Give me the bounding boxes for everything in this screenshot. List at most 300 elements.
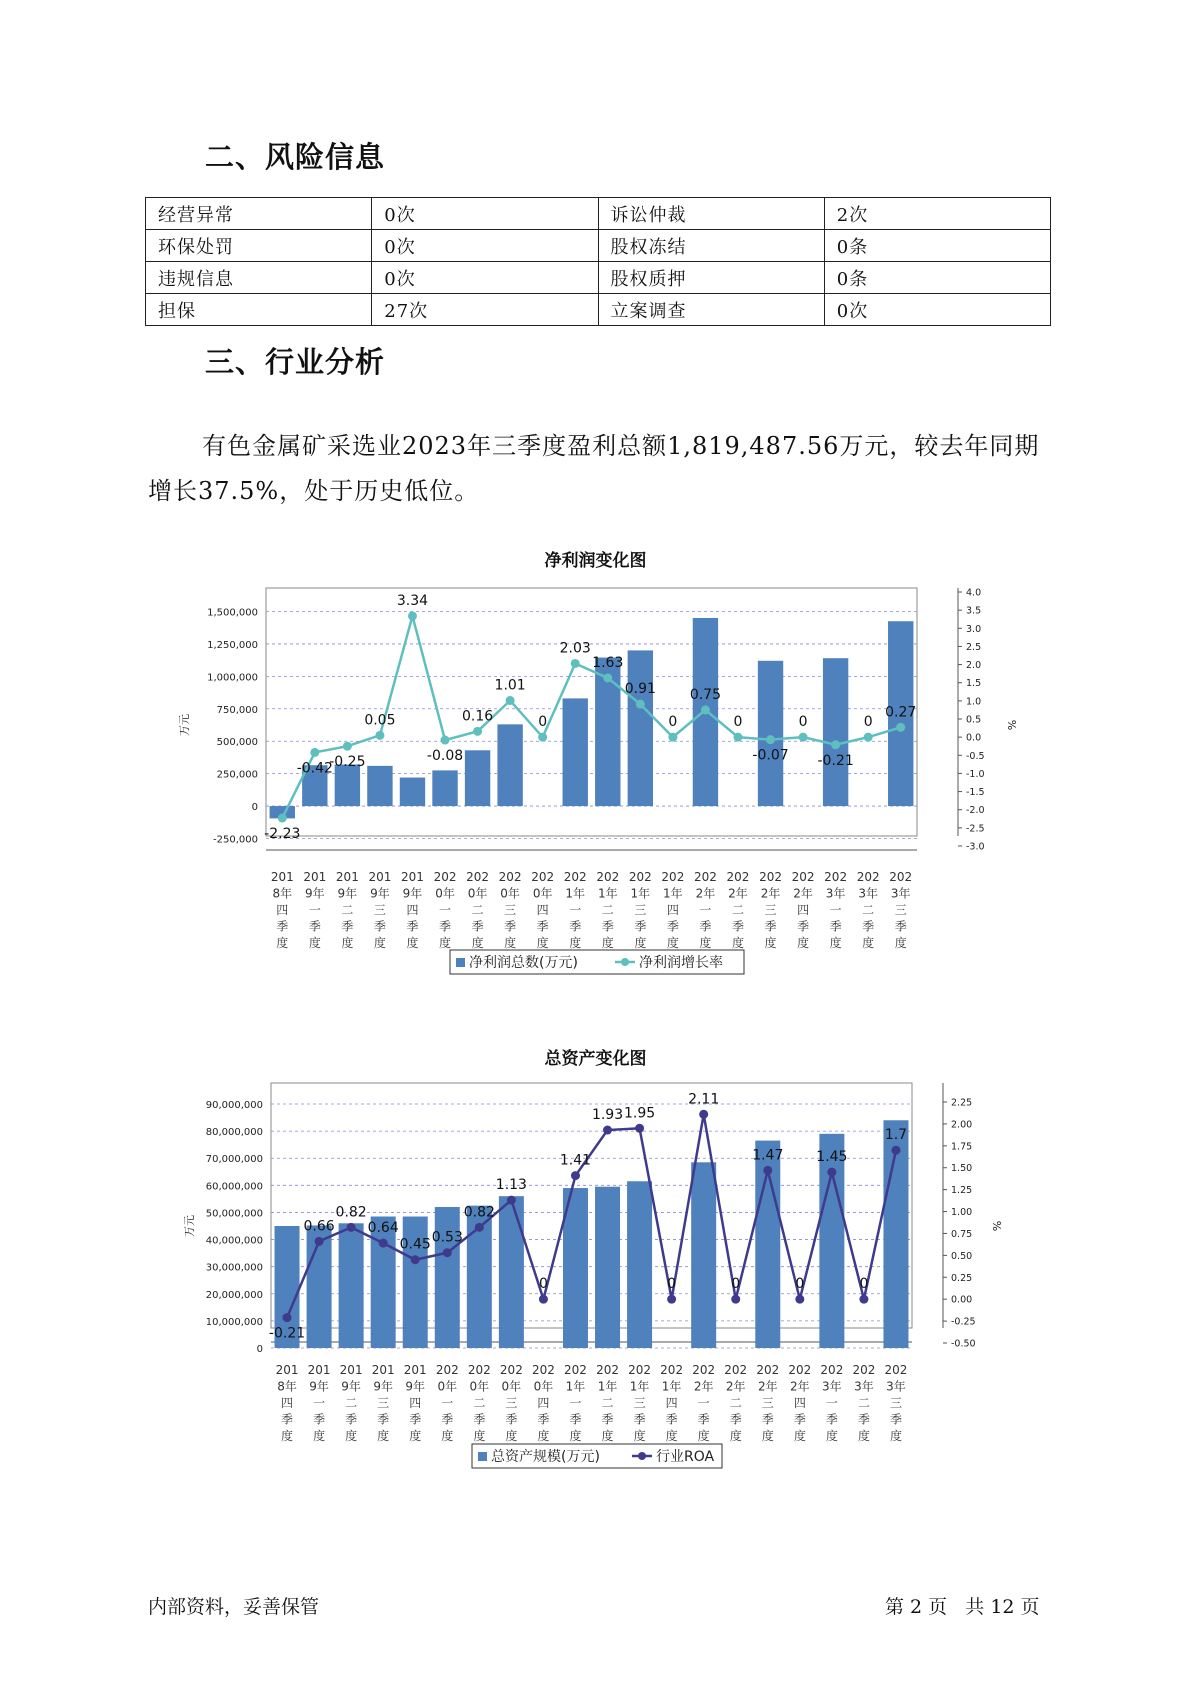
x-tick-label: 一 bbox=[697, 1396, 710, 1410]
section-title-risk: 二、风险信息 bbox=[205, 140, 386, 174]
x-tick-label: 度 bbox=[313, 1429, 326, 1443]
line-point bbox=[827, 1168, 836, 1177]
bar bbox=[627, 1181, 652, 1348]
x-tick-label: 度 bbox=[281, 1429, 294, 1443]
data-label: 3.34 bbox=[396, 592, 429, 609]
x-tick-label: 度 bbox=[504, 936, 517, 950]
data-label: -0.21 bbox=[817, 752, 854, 769]
x-tick-label: 度 bbox=[793, 1429, 806, 1443]
y-tick-label: 0 bbox=[256, 1344, 263, 1355]
chart-title-total-assets: 总资产变化图 bbox=[544, 1049, 647, 1069]
data-label: 1.63 bbox=[592, 654, 624, 671]
x-tick-label: 季 bbox=[889, 1412, 902, 1427]
x-tick-label: 201 bbox=[307, 1363, 331, 1377]
x-tick-label: 201 bbox=[303, 870, 327, 884]
risk-row bbox=[146, 262, 1051, 294]
x-tick-label: 度 bbox=[601, 936, 614, 950]
x-tick-label: 9年 bbox=[309, 1379, 329, 1394]
x-tick-label: 202 bbox=[596, 1363, 619, 1377]
x-tick-label: 一 bbox=[439, 903, 452, 917]
x-tick-label: 季 bbox=[601, 919, 614, 934]
risk-value: 0次 bbox=[372, 198, 598, 230]
x-tick-label: 度 bbox=[276, 936, 289, 950]
y2-tick-label: 3.5 bbox=[966, 605, 982, 617]
line-point bbox=[408, 611, 417, 620]
x-tick-label: 二 bbox=[601, 1396, 614, 1410]
y-tick-label: 750,000 bbox=[216, 704, 258, 716]
x-tick-label: 度 bbox=[729, 1429, 742, 1443]
x-tick-label: 季 bbox=[793, 1412, 806, 1427]
y-tick-label: 30,000,000 bbox=[205, 1262, 263, 1274]
industry-paragraph bbox=[148, 424, 1053, 514]
x-tick-label: 3年 bbox=[886, 1379, 906, 1394]
data-label: -0.07 bbox=[752, 747, 789, 764]
x-tick-label: 季 bbox=[409, 1412, 422, 1427]
bar bbox=[499, 1196, 524, 1348]
bar bbox=[758, 661, 783, 806]
data-label: -2.23 bbox=[264, 826, 301, 843]
x-tick-label: 季 bbox=[894, 919, 907, 934]
data-label: 0 bbox=[863, 714, 873, 731]
y-tick-label: 0 bbox=[251, 802, 258, 814]
legend bbox=[472, 1444, 722, 1468]
x-tick-label: 季 bbox=[829, 919, 842, 934]
x-tick-label: 度 bbox=[829, 936, 842, 950]
y2-tick-label: 0.0 bbox=[966, 732, 982, 744]
x-tick-label: 季 bbox=[308, 919, 321, 934]
line-point bbox=[315, 1237, 324, 1246]
line-point bbox=[443, 1248, 452, 1257]
x-tick-label: 度 bbox=[665, 1429, 678, 1443]
x-tick-label: 2年 bbox=[790, 1379, 810, 1394]
x-tick-label: 季 bbox=[537, 1412, 550, 1427]
legend-line-label: 净利润增长率 bbox=[639, 955, 723, 971]
x-tick-label: 3年 bbox=[858, 886, 878, 901]
legend-line-point bbox=[621, 958, 629, 966]
x-tick-label: 季 bbox=[699, 919, 712, 934]
x-tick-label: 202 bbox=[498, 870, 522, 884]
x-tick-label: 2年 bbox=[725, 1379, 746, 1394]
data-label: 0.05 bbox=[364, 712, 396, 729]
x-tick-label: 一 bbox=[569, 903, 582, 917]
x-tick-label: 度 bbox=[697, 1429, 710, 1443]
x-tick-label: 度 bbox=[666, 936, 679, 950]
x-tick-label: 四 bbox=[666, 903, 679, 917]
x-tick-label: 季 bbox=[536, 919, 549, 934]
data-label: -0.25 bbox=[329, 754, 366, 771]
x-tick-label: 202 bbox=[466, 870, 490, 884]
y2-tick-label: -1.0 bbox=[966, 768, 985, 780]
x-tick-label: 度 bbox=[857, 1429, 870, 1443]
x-tick-label: 三 bbox=[761, 1396, 774, 1410]
x-tick-label: 度 bbox=[409, 1429, 422, 1443]
total-assets-chart bbox=[0, 1070, 1191, 1510]
risk-value: 0次 bbox=[824, 294, 1050, 326]
data-label: 1.7 bbox=[884, 1127, 908, 1144]
data-label: 1.95 bbox=[623, 1105, 656, 1122]
data-label: 0.27 bbox=[885, 704, 917, 721]
risk-value: 0条 bbox=[824, 230, 1050, 262]
x-tick-label: 9年 bbox=[370, 886, 390, 901]
legend-bar-swatch bbox=[478, 1452, 487, 1461]
x-tick-label: 201 bbox=[368, 870, 392, 884]
y2-tick-label: 1.25 bbox=[951, 1185, 973, 1197]
x-tick-label: 二 bbox=[471, 903, 484, 917]
legend-bar-label: 净利润总数(万元) bbox=[469, 955, 578, 971]
y2-tick-label: 1.5 bbox=[966, 678, 982, 690]
bar bbox=[367, 766, 392, 806]
x-tick-label: 四 bbox=[406, 903, 419, 917]
x-tick-label: 202 bbox=[628, 1363, 652, 1377]
line-point bbox=[347, 1223, 356, 1232]
x-tick-label: 四 bbox=[797, 903, 810, 917]
y2-tick-label: 2.25 bbox=[951, 1097, 973, 1109]
x-tick-label: 三 bbox=[764, 903, 777, 917]
x-tick-label: 度 bbox=[345, 1429, 358, 1443]
x-tick-label: 202 bbox=[531, 1363, 555, 1377]
line-point bbox=[375, 731, 384, 740]
x-tick-label: 202 bbox=[531, 870, 555, 884]
x-tick-label: 202 bbox=[628, 870, 652, 884]
data-label: 0 bbox=[667, 1276, 677, 1293]
risk-label: 诉讼仲裁 bbox=[598, 198, 824, 230]
line-point bbox=[603, 673, 612, 682]
data-label: 1.01 bbox=[494, 677, 526, 694]
data-label: 0 bbox=[538, 714, 548, 731]
x-tick-label: 度 bbox=[569, 1429, 582, 1443]
bar bbox=[819, 1134, 844, 1348]
x-tick-label: 0年 bbox=[501, 1379, 522, 1394]
y2-tick-label: 1.50 bbox=[951, 1163, 973, 1175]
risk-label: 违规信息 bbox=[146, 262, 372, 294]
footer-page-number: 第 2 页 共 12 页 bbox=[885, 1596, 1040, 1618]
x-tick-label: 2年 bbox=[793, 886, 813, 901]
x-tick-label: 202 bbox=[889, 870, 913, 884]
x-tick-label: 二 bbox=[341, 903, 354, 917]
y-tick-label: 1,500,000 bbox=[207, 607, 258, 619]
x-tick-label: 二 bbox=[729, 1396, 742, 1410]
line-point bbox=[283, 1313, 292, 1322]
data-label: 0.66 bbox=[303, 1218, 335, 1235]
x-tick-label: 0年 bbox=[435, 886, 455, 901]
x-tick-label: 202 bbox=[661, 870, 685, 884]
y2-tick-label: 4.0 bbox=[966, 587, 982, 599]
risk-label: 立案调查 bbox=[598, 294, 824, 326]
x-tick-label: 202 bbox=[433, 870, 457, 884]
x-tick-label: 度 bbox=[894, 936, 907, 950]
x-tick-label: 度 bbox=[505, 1429, 518, 1443]
x-tick-label: 度 bbox=[862, 936, 875, 950]
x-tick-label: 202 bbox=[724, 1363, 748, 1377]
y2-tick-label: 0.75 bbox=[951, 1228, 973, 1240]
x-tick-label: 201 bbox=[275, 1363, 299, 1377]
x-tick-label: 0年 bbox=[500, 886, 520, 901]
x-tick-label: 四 bbox=[537, 1396, 550, 1410]
y-tick-label: 80,000,000 bbox=[205, 1127, 263, 1139]
x-tick-label: 三 bbox=[505, 1396, 518, 1410]
data-label: 0 bbox=[798, 714, 808, 731]
x-tick-label: 202 bbox=[726, 870, 750, 884]
x-tick-label: 度 bbox=[761, 1429, 774, 1443]
y2-tick-label: 1.0 bbox=[966, 696, 982, 708]
x-tick-label: 202 bbox=[660, 1363, 684, 1377]
x-tick-label: 二 bbox=[862, 903, 875, 917]
data-label: 0 bbox=[538, 1276, 548, 1293]
x-tick-label: 度 bbox=[536, 936, 549, 950]
data-label: 0.45 bbox=[399, 1236, 431, 1253]
line-point bbox=[379, 1239, 388, 1248]
line-point bbox=[507, 1196, 516, 1205]
x-tick-label: 季 bbox=[373, 919, 386, 934]
line-point bbox=[859, 1295, 868, 1304]
data-label: 1.93 bbox=[591, 1107, 624, 1124]
x-tick-label: 3年 bbox=[854, 1379, 874, 1394]
x-tick-label: 202 bbox=[884, 1363, 908, 1377]
data-label: 0 bbox=[795, 1276, 805, 1293]
x-tick-label: 202 bbox=[563, 870, 587, 884]
risk-value: 0次 bbox=[372, 230, 598, 262]
y2-axis-label: % bbox=[990, 1220, 1003, 1232]
line-point bbox=[733, 733, 742, 742]
x-tick-label: 季 bbox=[857, 1412, 870, 1427]
bar bbox=[595, 1187, 620, 1348]
x-tick-label: 202 bbox=[852, 1363, 876, 1377]
bar bbox=[563, 698, 588, 806]
x-tick-label: 四 bbox=[409, 1396, 422, 1410]
y-tick-label: 70,000,000 bbox=[205, 1154, 263, 1166]
x-tick-label: 季 bbox=[281, 1412, 294, 1427]
y-tick-label: 60,000,000 bbox=[205, 1181, 263, 1193]
x-tick-label: 二 bbox=[857, 1396, 870, 1410]
x-tick-label: 一 bbox=[441, 1396, 454, 1410]
bar bbox=[335, 765, 360, 807]
line-point bbox=[538, 733, 547, 742]
legend bbox=[450, 950, 744, 974]
y-tick-label: 1,000,000 bbox=[207, 672, 258, 684]
y-tick-label: 1,250,000 bbox=[207, 639, 258, 651]
risk-value: 27次 bbox=[372, 294, 598, 326]
bar bbox=[339, 1223, 364, 1348]
line-point bbox=[475, 1223, 484, 1232]
x-tick-label: 0年 bbox=[467, 886, 488, 901]
line-point bbox=[763, 1166, 772, 1175]
bar bbox=[628, 650, 653, 806]
x-tick-label: 一 bbox=[308, 903, 321, 917]
x-tick-label: 季 bbox=[276, 919, 289, 934]
data-label: 0 bbox=[668, 714, 678, 731]
x-tick-label: 度 bbox=[797, 936, 810, 950]
y2-tick-label: -0.50 bbox=[951, 1338, 976, 1350]
x-tick-label: 1年 bbox=[629, 1379, 650, 1394]
y-tick-label: 250,000 bbox=[216, 769, 258, 781]
data-label: 0.64 bbox=[367, 1220, 399, 1237]
x-tick-label: 度 bbox=[889, 1429, 902, 1443]
data-label: 0.82 bbox=[463, 1204, 495, 1221]
y2-axis-label: % bbox=[1005, 719, 1018, 731]
x-tick-label: 9年 bbox=[402, 886, 423, 901]
risk-label: 股权冻结 bbox=[598, 230, 824, 262]
x-tick-label: 2年 bbox=[695, 886, 716, 901]
x-tick-label: 季 bbox=[634, 919, 647, 934]
legend-line-label: 行业ROA bbox=[656, 1449, 715, 1465]
x-tick-label: 季 bbox=[697, 1412, 710, 1427]
data-label: 1.41 bbox=[559, 1152, 592, 1169]
x-tick-label: 9年 bbox=[373, 1379, 393, 1394]
x-tick-label: 季 bbox=[439, 919, 452, 934]
x-tick-label: 一 bbox=[699, 903, 712, 917]
x-tick-label: 202 bbox=[435, 1363, 459, 1377]
line-point bbox=[896, 723, 905, 732]
legend-line-point bbox=[638, 1452, 646, 1460]
data-label: 0.75 bbox=[689, 686, 722, 703]
x-tick-label: 季 bbox=[569, 1412, 582, 1427]
risk-value: 0条 bbox=[824, 262, 1050, 294]
x-tick-label: 二 bbox=[731, 903, 744, 917]
legend-bar-swatch bbox=[456, 958, 465, 967]
line-point bbox=[795, 1295, 804, 1304]
data-label: -0.21 bbox=[268, 1325, 306, 1342]
risk-row bbox=[146, 198, 1051, 230]
y2-tick-label: -3.0 bbox=[966, 841, 985, 853]
x-tick-label: 202 bbox=[693, 870, 717, 884]
x-tick-label: 三 bbox=[889, 1396, 902, 1410]
line-point bbox=[891, 1146, 900, 1155]
bar bbox=[465, 750, 490, 806]
y2-tick-label: 0.50 bbox=[951, 1250, 973, 1262]
data-label: 2.03 bbox=[559, 640, 591, 657]
x-tick-label: 1年 bbox=[597, 1379, 618, 1394]
x-tick-label: 季 bbox=[825, 1412, 838, 1427]
line-point bbox=[310, 748, 319, 757]
x-tick-label: 201 bbox=[270, 870, 294, 884]
x-tick-label: 季 bbox=[764, 919, 777, 934]
x-tick-label: 202 bbox=[856, 870, 880, 884]
x-tick-label: 四 bbox=[276, 903, 289, 917]
y-tick-label: 10,000,000 bbox=[205, 1316, 263, 1328]
y2-tick-label: -0.25 bbox=[951, 1316, 976, 1328]
x-tick-label: 9年 bbox=[337, 886, 358, 901]
x-tick-label: 202 bbox=[791, 870, 815, 884]
risk-label: 担保 bbox=[146, 294, 372, 326]
x-tick-label: 二 bbox=[345, 1396, 358, 1410]
bar bbox=[432, 770, 457, 806]
x-tick-label: 四 bbox=[665, 1396, 678, 1410]
x-tick-label: 三 bbox=[504, 903, 517, 917]
x-tick-label: 201 bbox=[335, 870, 359, 884]
y-tick-label: -250,000 bbox=[213, 834, 258, 846]
x-tick-label: 季 bbox=[377, 1412, 390, 1427]
x-tick-label: 9年 bbox=[341, 1379, 361, 1394]
line-point bbox=[701, 705, 710, 714]
x-tick-label: 0年 bbox=[437, 1379, 458, 1394]
x-tick-label: 9年 bbox=[305, 886, 325, 901]
data-label: 1.13 bbox=[495, 1177, 527, 1194]
legend-bar-label: 总资产规模(万元) bbox=[491, 1449, 600, 1465]
y2-tick-label: 0.00 bbox=[951, 1294, 973, 1306]
x-tick-label: 度 bbox=[406, 936, 419, 950]
data-label: 0 bbox=[733, 714, 743, 731]
x-tick-label: 三 bbox=[633, 1396, 646, 1410]
line-point bbox=[343, 742, 352, 751]
x-tick-label: 季 bbox=[505, 1412, 518, 1427]
data-label: 0.82 bbox=[335, 1204, 367, 1221]
line-point bbox=[506, 696, 515, 705]
x-tick-label: 三 bbox=[377, 1396, 390, 1410]
risk-row bbox=[146, 294, 1051, 326]
risk-value: 0次 bbox=[372, 262, 598, 294]
risk-row bbox=[146, 230, 1051, 262]
x-tick-label: 2年 bbox=[693, 1379, 714, 1394]
x-tick-label: 季 bbox=[313, 1412, 326, 1427]
bar bbox=[823, 658, 848, 806]
x-tick-label: 0年 bbox=[469, 1379, 490, 1394]
x-tick-label: 三 bbox=[634, 903, 647, 917]
line-point bbox=[668, 733, 677, 742]
risk-value: 2次 bbox=[824, 198, 1050, 230]
x-tick-label: 3年 bbox=[825, 886, 846, 901]
data-label: -0.42 bbox=[296, 760, 333, 777]
x-tick-label: 四 bbox=[536, 903, 549, 917]
x-tick-label: 202 bbox=[564, 1363, 587, 1377]
x-tick-label: 2年 bbox=[728, 886, 748, 901]
data-label: 2.11 bbox=[688, 1091, 720, 1108]
y2-tick-label: 2.0 bbox=[966, 660, 982, 672]
x-tick-label: 度 bbox=[308, 936, 321, 950]
x-tick-label: 三 bbox=[894, 903, 907, 917]
net-profit-chart bbox=[0, 570, 1191, 1030]
bar bbox=[400, 778, 425, 807]
x-tick-label: 9年 bbox=[405, 1379, 426, 1394]
line-point bbox=[636, 700, 645, 709]
x-tick-label: 四 bbox=[793, 1396, 806, 1410]
x-tick-label: 202 bbox=[596, 870, 620, 884]
x-tick-label: 202 bbox=[820, 1363, 844, 1377]
x-tick-label: 季 bbox=[601, 1412, 614, 1427]
line-point bbox=[864, 733, 873, 742]
y2-tick-label: 1.00 bbox=[951, 1207, 973, 1219]
x-tick-label: 季 bbox=[666, 919, 679, 934]
risk-label: 股权质押 bbox=[598, 262, 824, 294]
x-tick-label: 1年 bbox=[630, 886, 651, 901]
line-point bbox=[571, 659, 580, 668]
data-label: 0 bbox=[731, 1276, 741, 1293]
x-tick-label: 度 bbox=[471, 936, 484, 950]
x-tick-label: 0年 bbox=[533, 1379, 554, 1394]
y-tick-label: 20,000,000 bbox=[205, 1289, 263, 1301]
data-label: 0.91 bbox=[624, 681, 656, 698]
x-tick-label: 202 bbox=[788, 1363, 812, 1377]
section-title-industry: 三、行业分析 bbox=[205, 345, 386, 379]
risk-label: 环保处罚 bbox=[146, 230, 372, 262]
x-tick-label: 度 bbox=[341, 936, 354, 950]
bar bbox=[435, 1207, 460, 1348]
line-point bbox=[441, 736, 450, 745]
industry-paragraph-text: 有色金属矿采选业2023年三季度盈利总额1,819,487.56万元，较去年同期增长37.5%，处于历史低位。 bbox=[148, 432, 1040, 505]
x-tick-label: 二 bbox=[473, 1396, 486, 1410]
data-label: -0.08 bbox=[426, 748, 464, 765]
x-tick-label: 1年 bbox=[597, 886, 618, 901]
line-point bbox=[667, 1295, 676, 1304]
y-tick-label: 500,000 bbox=[216, 737, 258, 749]
x-tick-label: 度 bbox=[764, 936, 777, 950]
x-tick-label: 一 bbox=[569, 1396, 582, 1410]
data-label: 0 bbox=[859, 1276, 869, 1293]
x-tick-label: 1年 bbox=[663, 886, 683, 901]
line-point bbox=[603, 1126, 612, 1135]
x-tick-label: 一 bbox=[825, 1396, 838, 1410]
x-tick-label: 度 bbox=[633, 1429, 646, 1443]
x-tick-label: 季 bbox=[341, 919, 354, 934]
